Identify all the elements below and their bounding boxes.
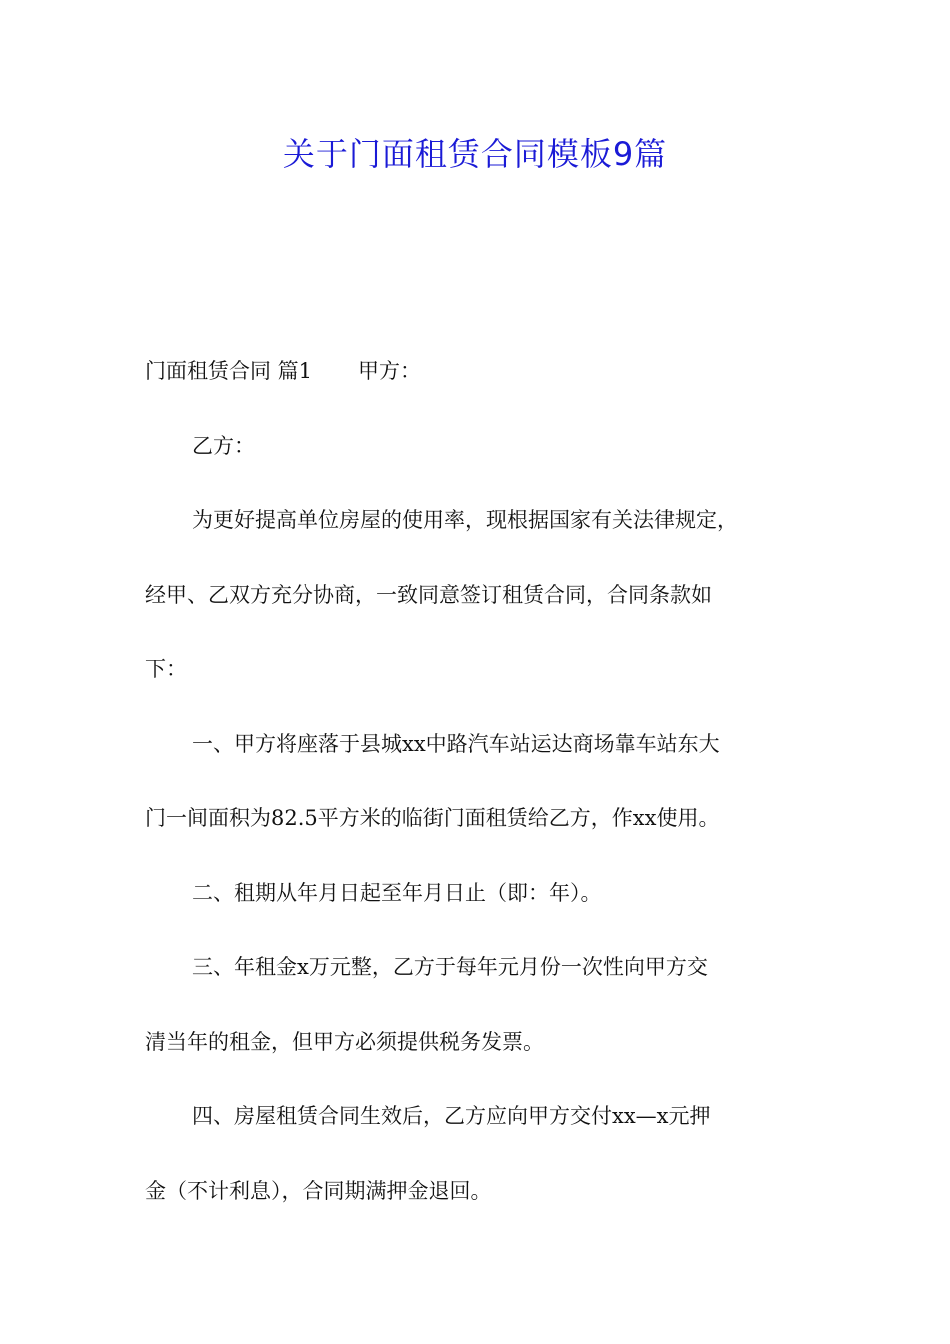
paragraph-line: 下： (145, 657, 187, 681)
clause-line: 清当年的租金，但甲方必须提供税务发票。 (145, 1029, 544, 1054)
section-heading-line (145, 334, 815, 409)
party-b-label: 乙方： (192, 433, 255, 458)
party-a-label: 甲方： (358, 359, 422, 383)
section-heading: 门面租赁合同 篇1 (145, 359, 313, 383)
paragraph-line: 为更好提高单位房屋的使用率，现根据国家有关法律规定， (192, 508, 738, 532)
clause-line: 二、租期从年月日起至年月日止（即：年）。 (192, 880, 602, 905)
document-title: 关于门面租赁合同模板9篇 (282, 135, 668, 173)
clause-line: 四、房屋租赁合同生效后，乙方应向甲方交付xx—x元押 (192, 1104, 711, 1128)
clause-line: 金（不计利息），合同期满押金退回。 (145, 1178, 492, 1203)
clause-line: 门一间面积为82.5平方米的临街门面租赁给乙方，作xx使用。 (145, 806, 720, 830)
paragraph-line: 经甲、乙双方充分协商，一致同意签订租赁合同，合同条款如 (145, 582, 712, 607)
clause-line: 一、甲方将座落于县城xx中路汽车站运达商场靠车站东大 (192, 731, 720, 756)
contract-body (145, 334, 815, 1228)
clause-line: 三、年租金x万元整，乙方于每年元月份一次性向甲方交 (192, 955, 708, 979)
